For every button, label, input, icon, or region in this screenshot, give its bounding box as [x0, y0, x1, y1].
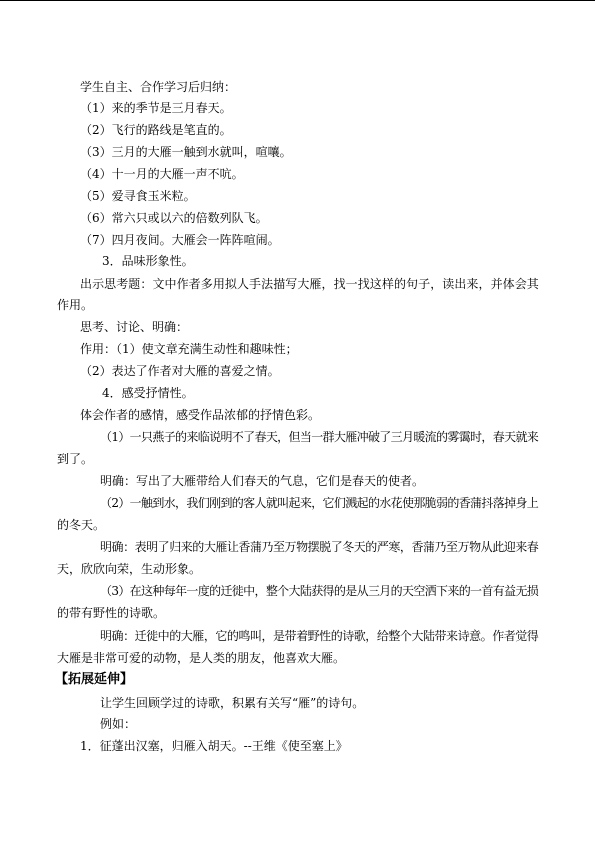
summary-item: （4）十一月的大雁一声不吭。: [80, 167, 244, 181]
summary-item: （1）来的季节是三月春天。: [80, 101, 232, 115]
quote-line: （1）一只燕子的来临说明不了春天，但当一群大雁冲破了三月暖流的雾霭时，春天就来: [100, 430, 538, 444]
poem-line: 1．征蓬出汉塞，归雁入胡天。--王维《使至塞上》: [80, 739, 348, 753]
section-title-imagery: 3．品味形象性。: [102, 254, 194, 268]
summary-item: （7）四月夜间。大雁会一阵阵喧闹。: [80, 233, 280, 247]
extension-instruction: 让学生回顾学过的诗歌，积累有关写“雁”的诗句。: [100, 696, 365, 710]
effect-item: （2）表达了作者对大雁的喜爱之情。: [80, 364, 280, 378]
answer-line: 天，欣欣向荣，生动形象。: [57, 562, 202, 576]
quote-line: 的冬天。: [57, 518, 106, 532]
answer-line: 大雁是非常可爱的动物，是人类的朋友，他喜欢大雁。: [57, 651, 346, 665]
section-intro: 体会作者的感情，感受作品浓郁的抒情色彩。: [80, 408, 321, 422]
quote-line: 的带有野性的诗歌。: [57, 606, 166, 620]
answer-line: 明确：迁徙中的大雁，它的鸣叫，是带着野性的诗歌，给整个大陆带来诗意。作者觉得: [100, 629, 538, 643]
task-line: 出示思考题：文中作者多用拟人手法描写大雁，找一找这样的句子，读出来，并体会其: [80, 277, 538, 291]
answer-line: 明确：写出了大雁带给人们春天的气息，它们是春天的使者。: [100, 474, 425, 488]
summary-item: （3）三月的大雁一触到水就叫，喧嚷。: [80, 145, 292, 159]
task-line: 作用。: [57, 298, 94, 312]
example-label: 例如：: [100, 717, 137, 731]
answer-line: 明确：表明了归来的大雁让香蒲乃至万物摆脱了冬天的严寒，香蒲乃至万物从此迎来春: [100, 540, 538, 554]
discussion-label: 思考、讨论、明确：: [80, 320, 189, 334]
summary-item: （2）飞行的路线是笔直的。: [80, 123, 232, 137]
summary-item: （5）爱寻食玉米粒。: [80, 189, 196, 203]
summary-intro: 学生自主、合作学习后归纳：: [80, 80, 237, 94]
extension-heading: 【拓展延伸】: [55, 672, 134, 687]
page-top-rule: [0, 0, 595, 1]
effect-item: 作用：（1）使文章充满生动性和趣味性；: [80, 342, 298, 356]
section-title-lyricism: 4．感受抒情性。: [102, 386, 194, 400]
quote-line: 到了。: [57, 452, 94, 466]
summary-item: （6）常六只或以六的倍数列队飞。: [80, 211, 268, 225]
quote-line: （2）一触到水，我们刚到的客人就叫起来，它们溅起的水花使那脆弱的香蒲抖落掉身上: [100, 496, 538, 510]
quote-line: （3）在这种每年一度的迁徙中，整个大陆获得的是从三月的天空洒下来的一首有益无损: [100, 584, 538, 598]
